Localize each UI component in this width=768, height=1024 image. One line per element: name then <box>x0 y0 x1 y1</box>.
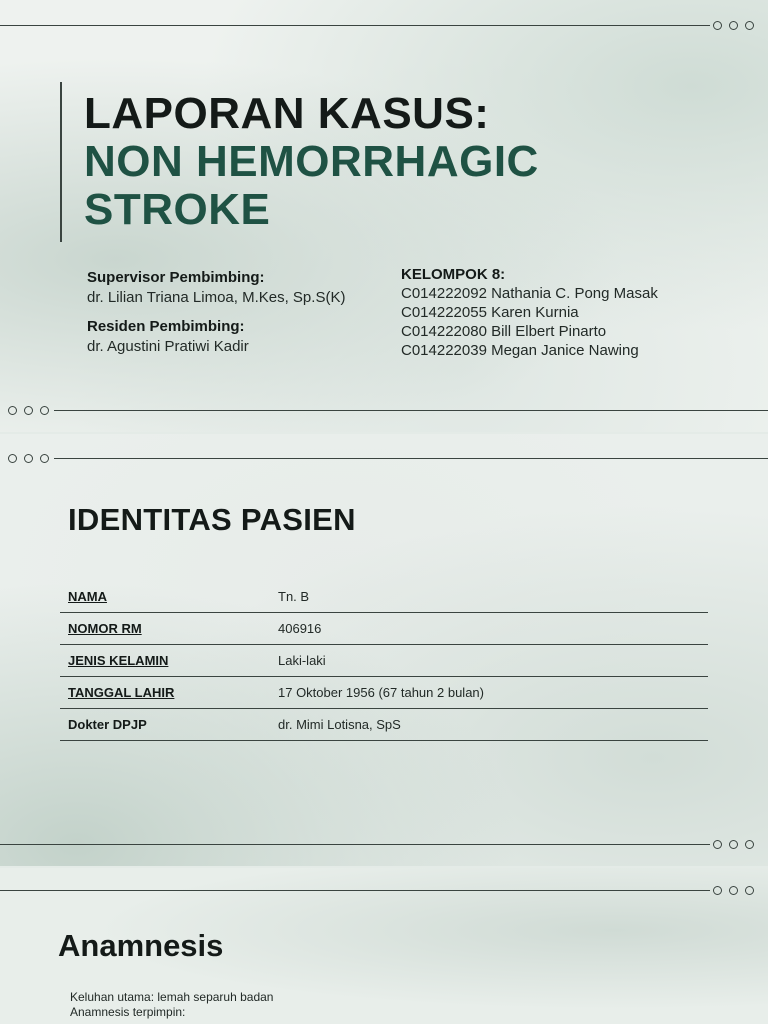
row-value: 406916 <box>278 621 322 636</box>
group-member: C014222039 Megan Janice Nawing <box>401 342 639 359</box>
circle-icon <box>8 406 17 415</box>
resident-name: dr. Agustini Pratiwi Kadir <box>87 338 249 355</box>
row-key: Dokter DPJP <box>68 717 147 732</box>
top-divider <box>54 458 768 459</box>
circle-icon <box>713 21 722 30</box>
row-value: dr. Mimi Lotisna, SpS <box>278 717 401 732</box>
supervisor-block <box>87 268 345 308</box>
title-accent-bar <box>60 82 62 242</box>
resident-label: Residen Pembimbing: <box>87 318 245 335</box>
slide-patient-identity <box>0 434 768 866</box>
identity-table <box>60 581 708 741</box>
circle-icon <box>745 21 754 30</box>
circle-icon <box>745 886 754 895</box>
circle-icon <box>8 454 17 463</box>
top-divider <box>0 890 710 891</box>
row-value: Laki-laki <box>278 653 326 668</box>
table-row <box>60 677 708 709</box>
anamnesis-line: Keluhan utama: lemah separuh badan <box>70 990 274 1004</box>
table-row <box>60 645 708 677</box>
row-key: NOMOR RM <box>68 621 142 636</box>
group-member: C014222080 Bill Elbert Pinarto <box>401 323 607 340</box>
circle-icon <box>713 886 722 895</box>
circle-icon <box>24 454 33 463</box>
slide-title <box>0 0 768 432</box>
supervisor-label: Supervisor Pembimbing: <box>87 269 265 286</box>
row-value: 17 Oktober 1956 (67 tahun 2 bulan) <box>278 685 484 700</box>
circle-icon <box>745 840 754 849</box>
slide-anamnesis <box>0 868 768 1024</box>
circle-icon <box>24 406 33 415</box>
decorative-dots <box>713 21 754 30</box>
decorative-dots <box>713 886 754 895</box>
supervisor-name: dr. Lilian Triana Limoa, M.Kes, Sp.S(K) <box>87 289 346 306</box>
row-key: TANGGAL LAHIR <box>68 685 175 700</box>
table-row <box>60 709 708 741</box>
circle-icon <box>729 840 738 849</box>
group-block <box>401 265 658 360</box>
row-key: JENIS KELAMIN <box>68 653 169 668</box>
group-member: C014222055 Karen Kurnia <box>401 304 579 321</box>
circle-icon <box>713 840 722 849</box>
bottom-divider <box>0 844 710 845</box>
decorative-dots <box>8 406 49 415</box>
group-label: KELOMPOK 8: <box>401 266 506 283</box>
title-line-2: NON HEMORRHAGIC STROKE <box>84 137 539 234</box>
table-row <box>60 581 708 613</box>
resident-block <box>87 317 249 357</box>
circle-icon <box>40 406 49 415</box>
top-divider <box>0 25 710 26</box>
anamnesis-line: Anamnesis terpimpin: <box>70 1005 186 1019</box>
table-row <box>60 613 708 645</box>
row-key: NAMA <box>68 589 107 604</box>
anamnesis-text <box>70 990 690 1020</box>
section-heading: IDENTITAS PASIEN <box>68 502 356 537</box>
bottom-divider <box>54 410 768 411</box>
row-value: Tn. B <box>278 589 310 604</box>
title-line-1: LAPORAN KASUS: <box>84 89 490 138</box>
section-heading: Anamnesis <box>58 928 224 963</box>
group-member: C014222092 Nathania C. Pong Masak <box>401 285 658 302</box>
circle-icon <box>40 454 49 463</box>
decorative-dots <box>713 840 754 849</box>
circle-icon <box>729 886 738 895</box>
circle-icon <box>729 21 738 30</box>
decorative-dots <box>8 454 49 463</box>
